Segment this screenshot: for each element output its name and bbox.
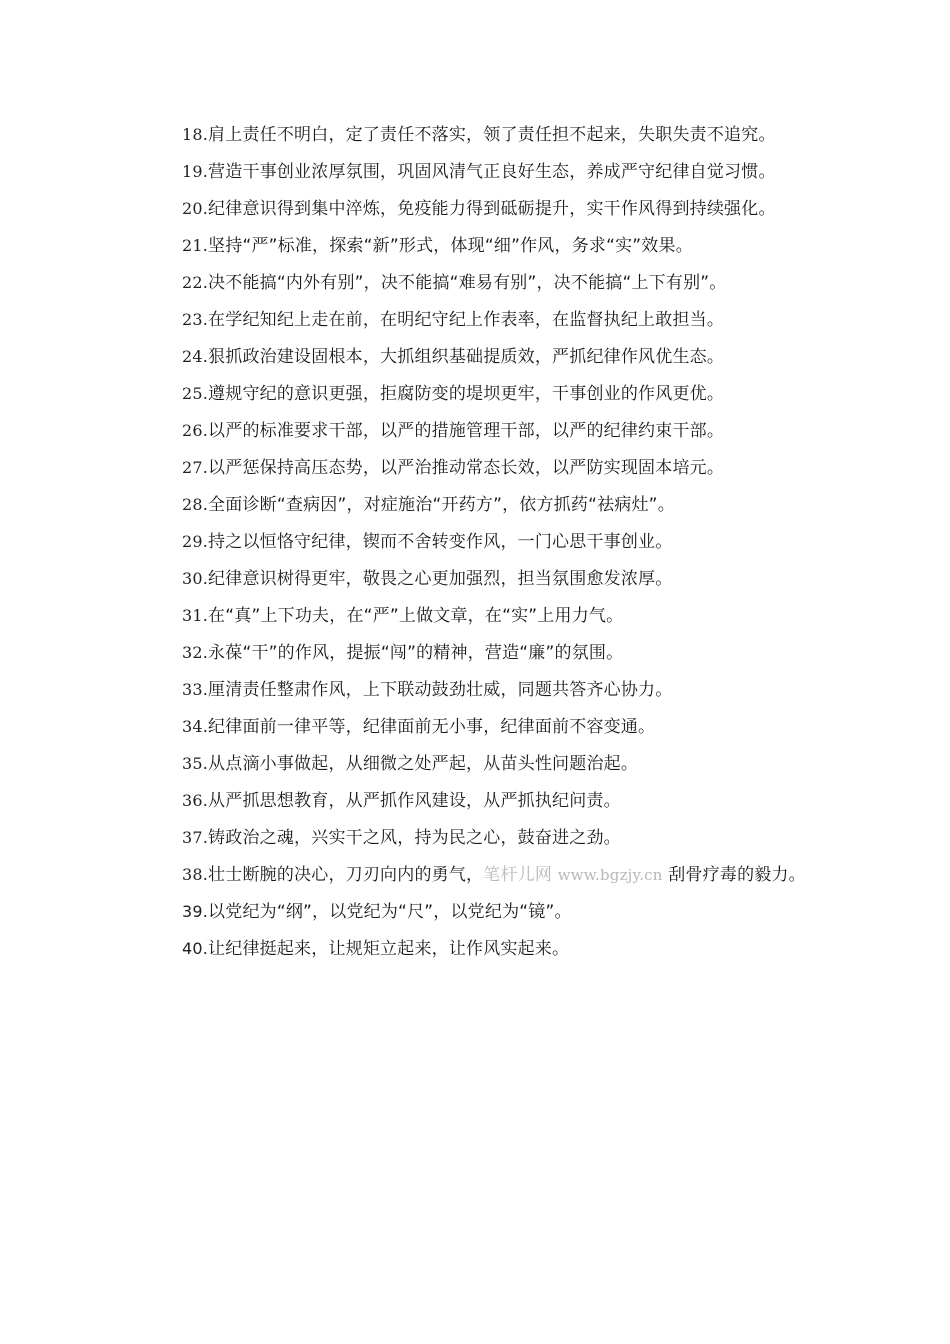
list-item xyxy=(144,529,808,555)
list-item xyxy=(144,122,808,148)
list-item xyxy=(144,196,808,222)
watermark-text: 笔杆儿网 xyxy=(483,865,553,885)
item-number: 34. xyxy=(182,717,209,736)
item-text: 刮骨疗毒的毅力。 xyxy=(668,865,806,885)
item-number: 36. xyxy=(182,791,209,810)
list-item xyxy=(144,159,808,185)
item-text: 让纪律挺起来，让规矩立起来，让作风实起来。 xyxy=(208,939,570,959)
item-text: 决不能搞“内外有别”，决不能搞“难易有别”，决不能搞“上下有别”。 xyxy=(208,273,727,293)
item-number: 27. xyxy=(182,458,209,477)
item-number: 39. xyxy=(182,902,209,921)
list-item xyxy=(144,307,808,333)
item-number: 37. xyxy=(182,828,209,847)
item-text: 以严的标准要求干部，以严的措施管理干部，以严的纪律约束干部。 xyxy=(208,421,725,441)
item-number: 19. xyxy=(182,162,209,181)
list-item xyxy=(144,751,808,777)
list-item-40 xyxy=(144,936,808,962)
watermark-url: www.bgzjy.cn xyxy=(557,866,663,884)
list-item xyxy=(144,270,808,296)
item-text: 全面诊断“查病因”，对症施治“开药方”，依方抓药“祛病灶”。 xyxy=(208,495,675,515)
item-number: 25. xyxy=(182,384,209,403)
item-text: 从点滴小事做起，从细微之处严起，从苗头性问题治起。 xyxy=(208,754,639,774)
item-number: 35. xyxy=(182,754,209,773)
item-number: 30. xyxy=(182,569,209,588)
list-item xyxy=(144,233,808,259)
item-text: 厘清责任整肃作风，上下联动鼓劲壮威，同题共答齐心协力。 xyxy=(208,680,673,700)
item-text: 在学纪知纪上走在前，在明纪守纪上作表率，在监督执纪上敢担当。 xyxy=(208,310,725,330)
item-number: 29. xyxy=(182,532,209,551)
list-item xyxy=(144,566,808,592)
item-text: 铸政治之魂，兴实干之风，持为民之心，鼓奋进之劲。 xyxy=(208,828,621,848)
list-item xyxy=(144,344,808,370)
item-text: 壮士断腕的决心，刀刃向内的勇气， xyxy=(208,865,484,885)
list-item xyxy=(144,825,808,851)
document-content xyxy=(144,122,808,973)
list-item xyxy=(144,640,808,666)
item-number: 32. xyxy=(182,643,209,662)
item-number: 23. xyxy=(182,310,209,329)
item-text: 以严惩保持高压态势，以严治推动常态长效，以严防实现固本培元。 xyxy=(208,458,725,478)
list-item-38 xyxy=(144,862,808,888)
item-number: 28. xyxy=(182,495,209,514)
item-number: 33. xyxy=(182,680,209,699)
item-text: 从严抓思想教育，从严抓作风建设，从严抓执纪问责。 xyxy=(208,791,621,811)
item-text: 纪律面前一律平等，纪律面前无小事，纪律面前不容变通。 xyxy=(208,717,656,737)
item-text: 在“真”上下功夫，在“严”上做文章，在“实”上用力气。 xyxy=(208,606,624,626)
item-number: 38. xyxy=(182,865,209,884)
item-number: 20. xyxy=(182,199,209,218)
item-number: 26. xyxy=(182,421,209,440)
item-number: 22. xyxy=(182,273,209,292)
list-item-39 xyxy=(144,899,808,925)
item-text: 以党纪为“纲”，以党纪为“尺”，以党纪为“镜”。 xyxy=(208,902,572,922)
list-item xyxy=(144,788,808,814)
item-text: 纪律意识得到集中淬炼，免疫能力得到砥砺提升，实干作风得到持续强化。 xyxy=(208,199,776,219)
item-number: 24. xyxy=(182,347,209,366)
item-text: 狠抓政治建设固根本，大抓组织基础提质效，严抓纪律作风优生态。 xyxy=(208,347,725,367)
item-text: 纪律意识树得更牢，敬畏之心更加强烈，担当氛围愈发浓厚。 xyxy=(208,569,673,589)
list-item xyxy=(144,455,808,481)
list-item xyxy=(144,677,808,703)
item-number: 40. xyxy=(182,939,209,958)
item-text: 肩上责任不明白，定了责任不落实，领了责任担不起来，失职失责不追究。 xyxy=(208,125,776,145)
item-text: 永葆“干”的作风，提振“闯”的精神，营造“廉”的氛围。 xyxy=(208,643,624,663)
list-item xyxy=(144,492,808,518)
list-item xyxy=(144,418,808,444)
item-number: 21. xyxy=(182,236,209,255)
item-text: 坚持“严”标准，探索“新”形式，体现“细”作风，务求“实”效果。 xyxy=(208,236,693,256)
item-text: 遵规守纪的意识更强，拒腐防变的堤坝更牢，干事创业的作风更优。 xyxy=(208,384,725,404)
list-item xyxy=(144,714,808,740)
item-text: 持之以恒恪守纪律，锲而不舍转变作风，一门心思干事创业。 xyxy=(208,532,673,552)
item-number: 31. xyxy=(182,606,209,625)
list-item xyxy=(144,603,808,629)
item-text: 营造干事创业浓厚氛围，巩固风清气正良好生态，养成严守纪律自觉习惯。 xyxy=(208,162,776,182)
list-item xyxy=(144,381,808,407)
item-number: 18. xyxy=(182,125,209,144)
